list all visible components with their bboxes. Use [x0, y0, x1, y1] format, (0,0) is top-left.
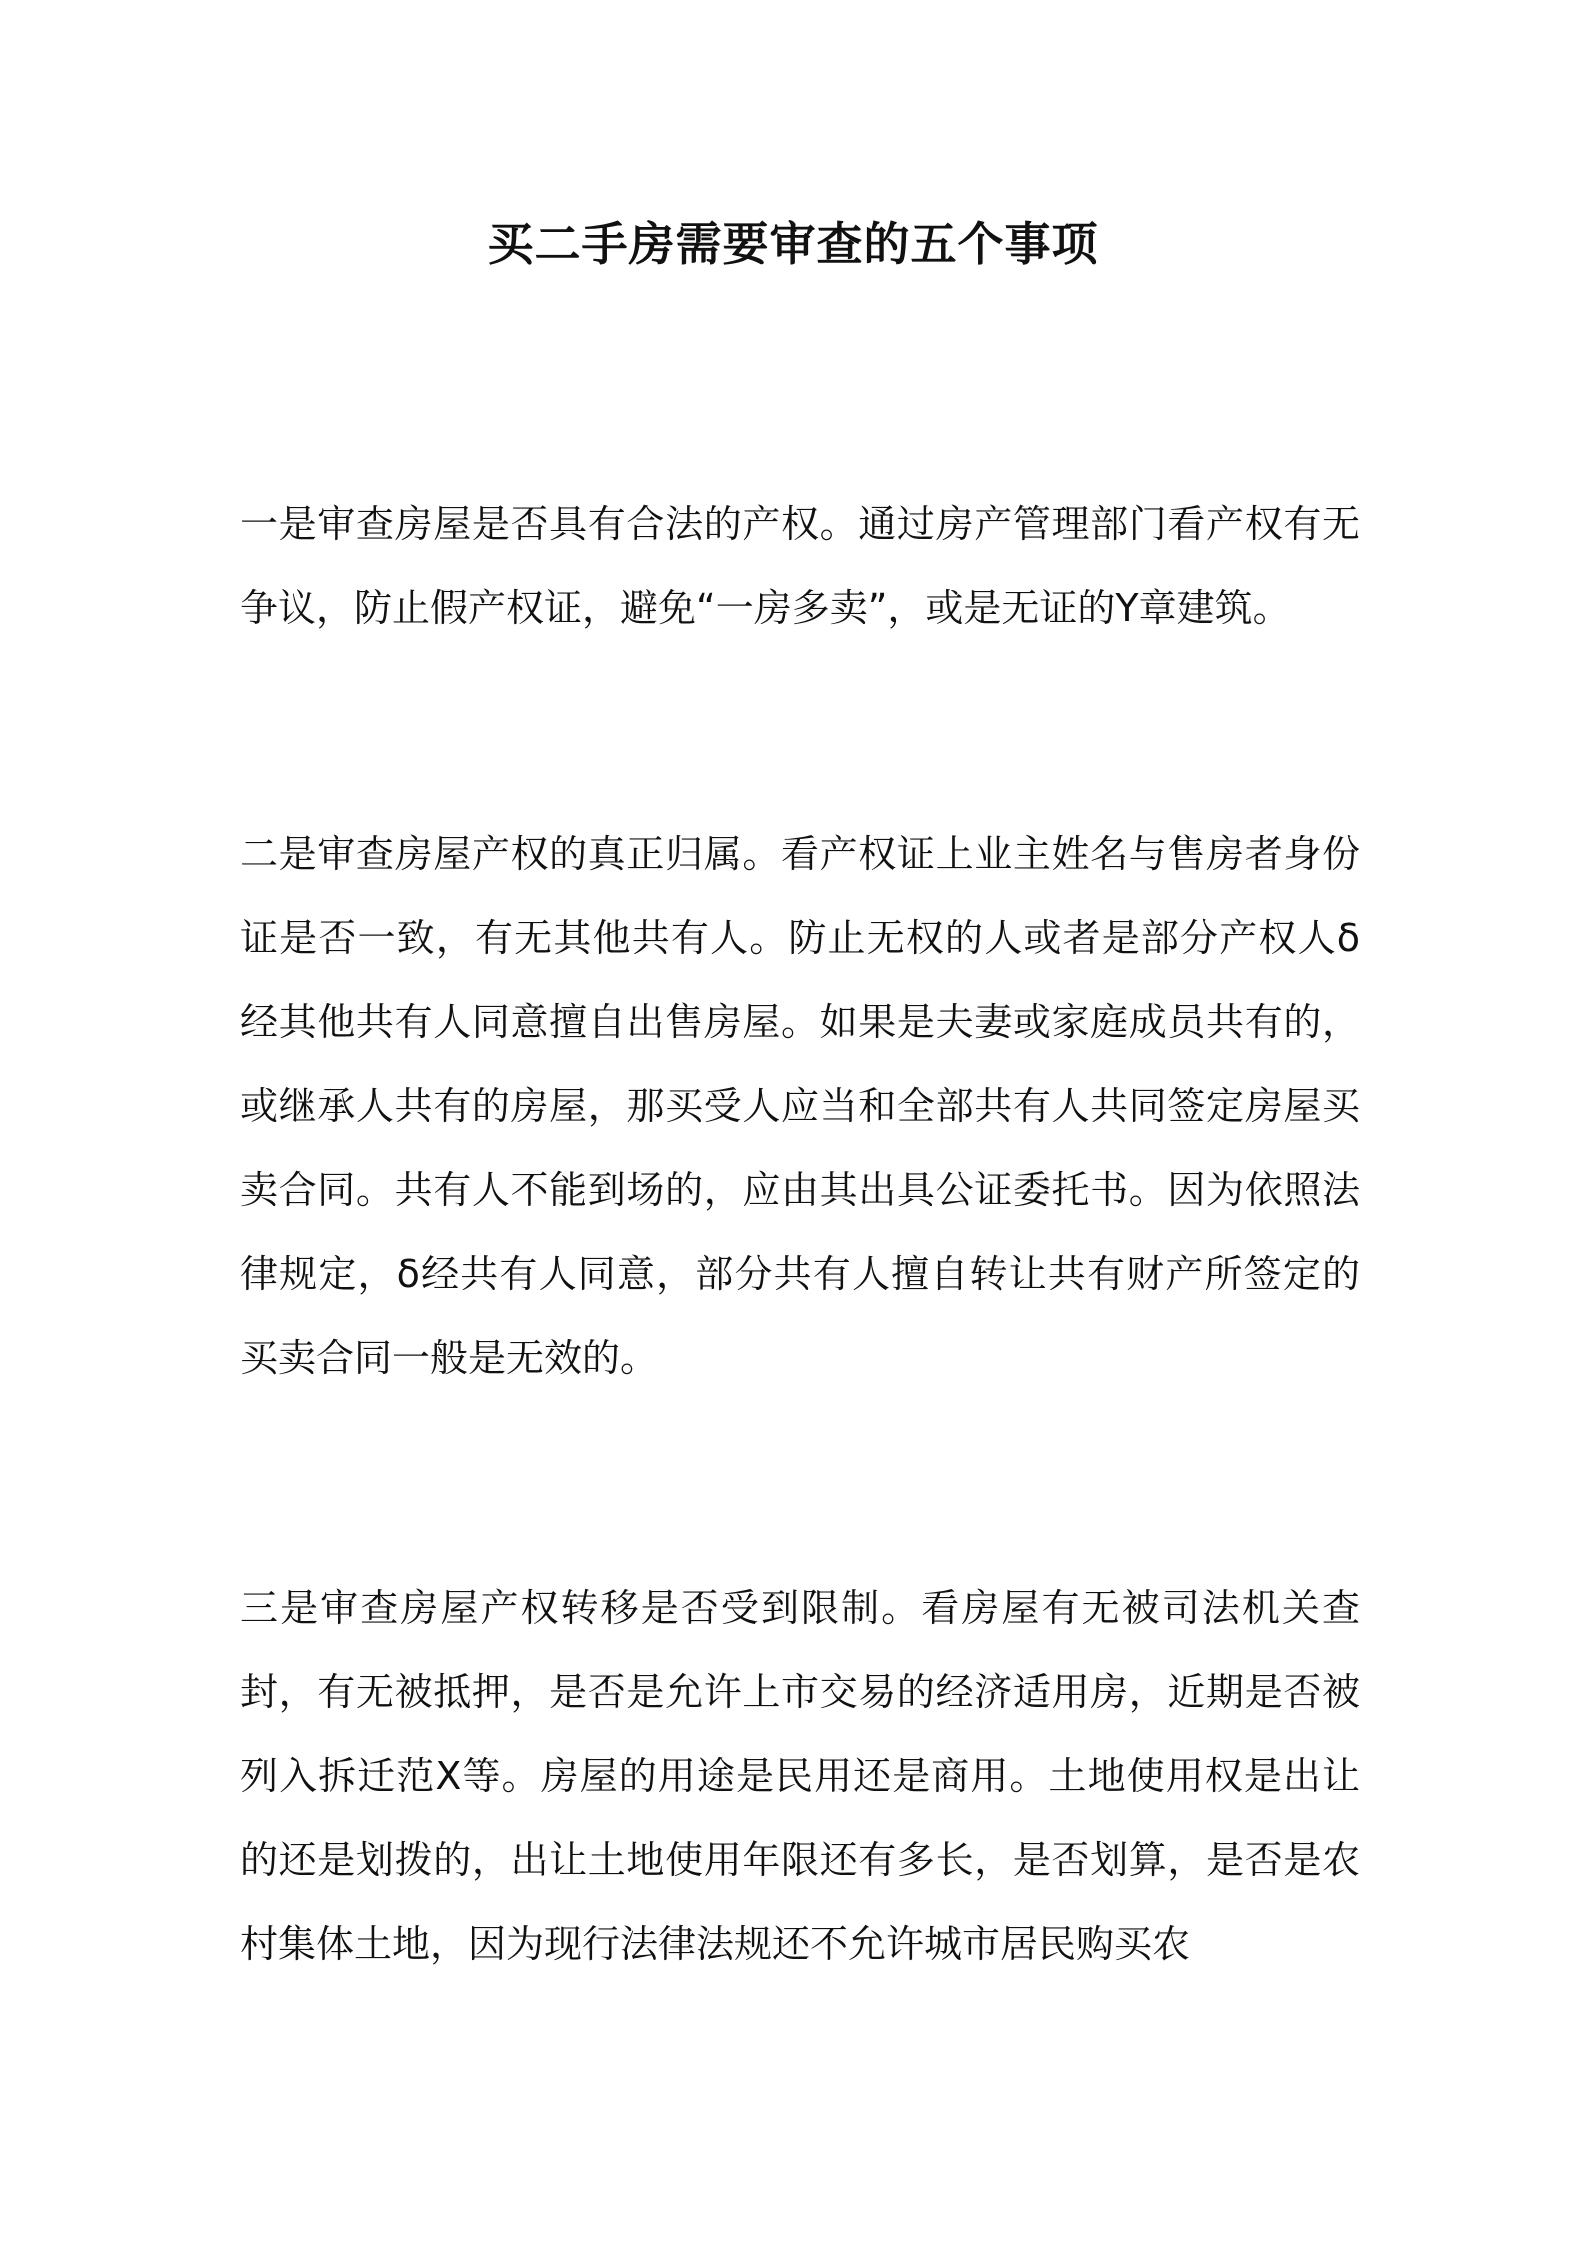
paragraph-3: 三是审查房屋产权转移是否受到限制。看房屋有无被司法机关查封，有无被抵押，是否是允许上市交易的经济适用房，近期是否被列入拆迁范X等。房屋的用途是民用还是商用。土地使用权是出让的还是划拨的，出让土地使用年限还有多长，是否划算，是否是农村集体土地，因为现行法律法规还不允许城市居民购买农: [240, 1586, 1360, 1966]
document-title: 买二手房需要审查的五个事项: [487, 217, 1099, 271]
paragraph-2: 二是审查房屋产权的真正归属。看产权证上业主姓名与售房者身份证是否一致，有无其他共有人。防止无权的人或者是部分产权人δ经其他共有人同意擅自出售房屋。如果是夫妻或家庭成员共有的，或继承人共有的房屋，那买受人应当和全部共有人共同签定房屋买卖合同。共有人不能到场的，应由其出具公证委托书。因为依照法律规定，δ经共有人同意，部分共有人擅自转让共有财产所签定的买卖合同一般是无效的。: [240, 832, 1360, 1380]
paragraph-1: 一是审查房屋是否具有合法的产权。通过房产管理部门看产权有无争议，防止假产权证，避免“一房多卖”，或是无证的Y章建筑。: [240, 502, 1360, 630]
